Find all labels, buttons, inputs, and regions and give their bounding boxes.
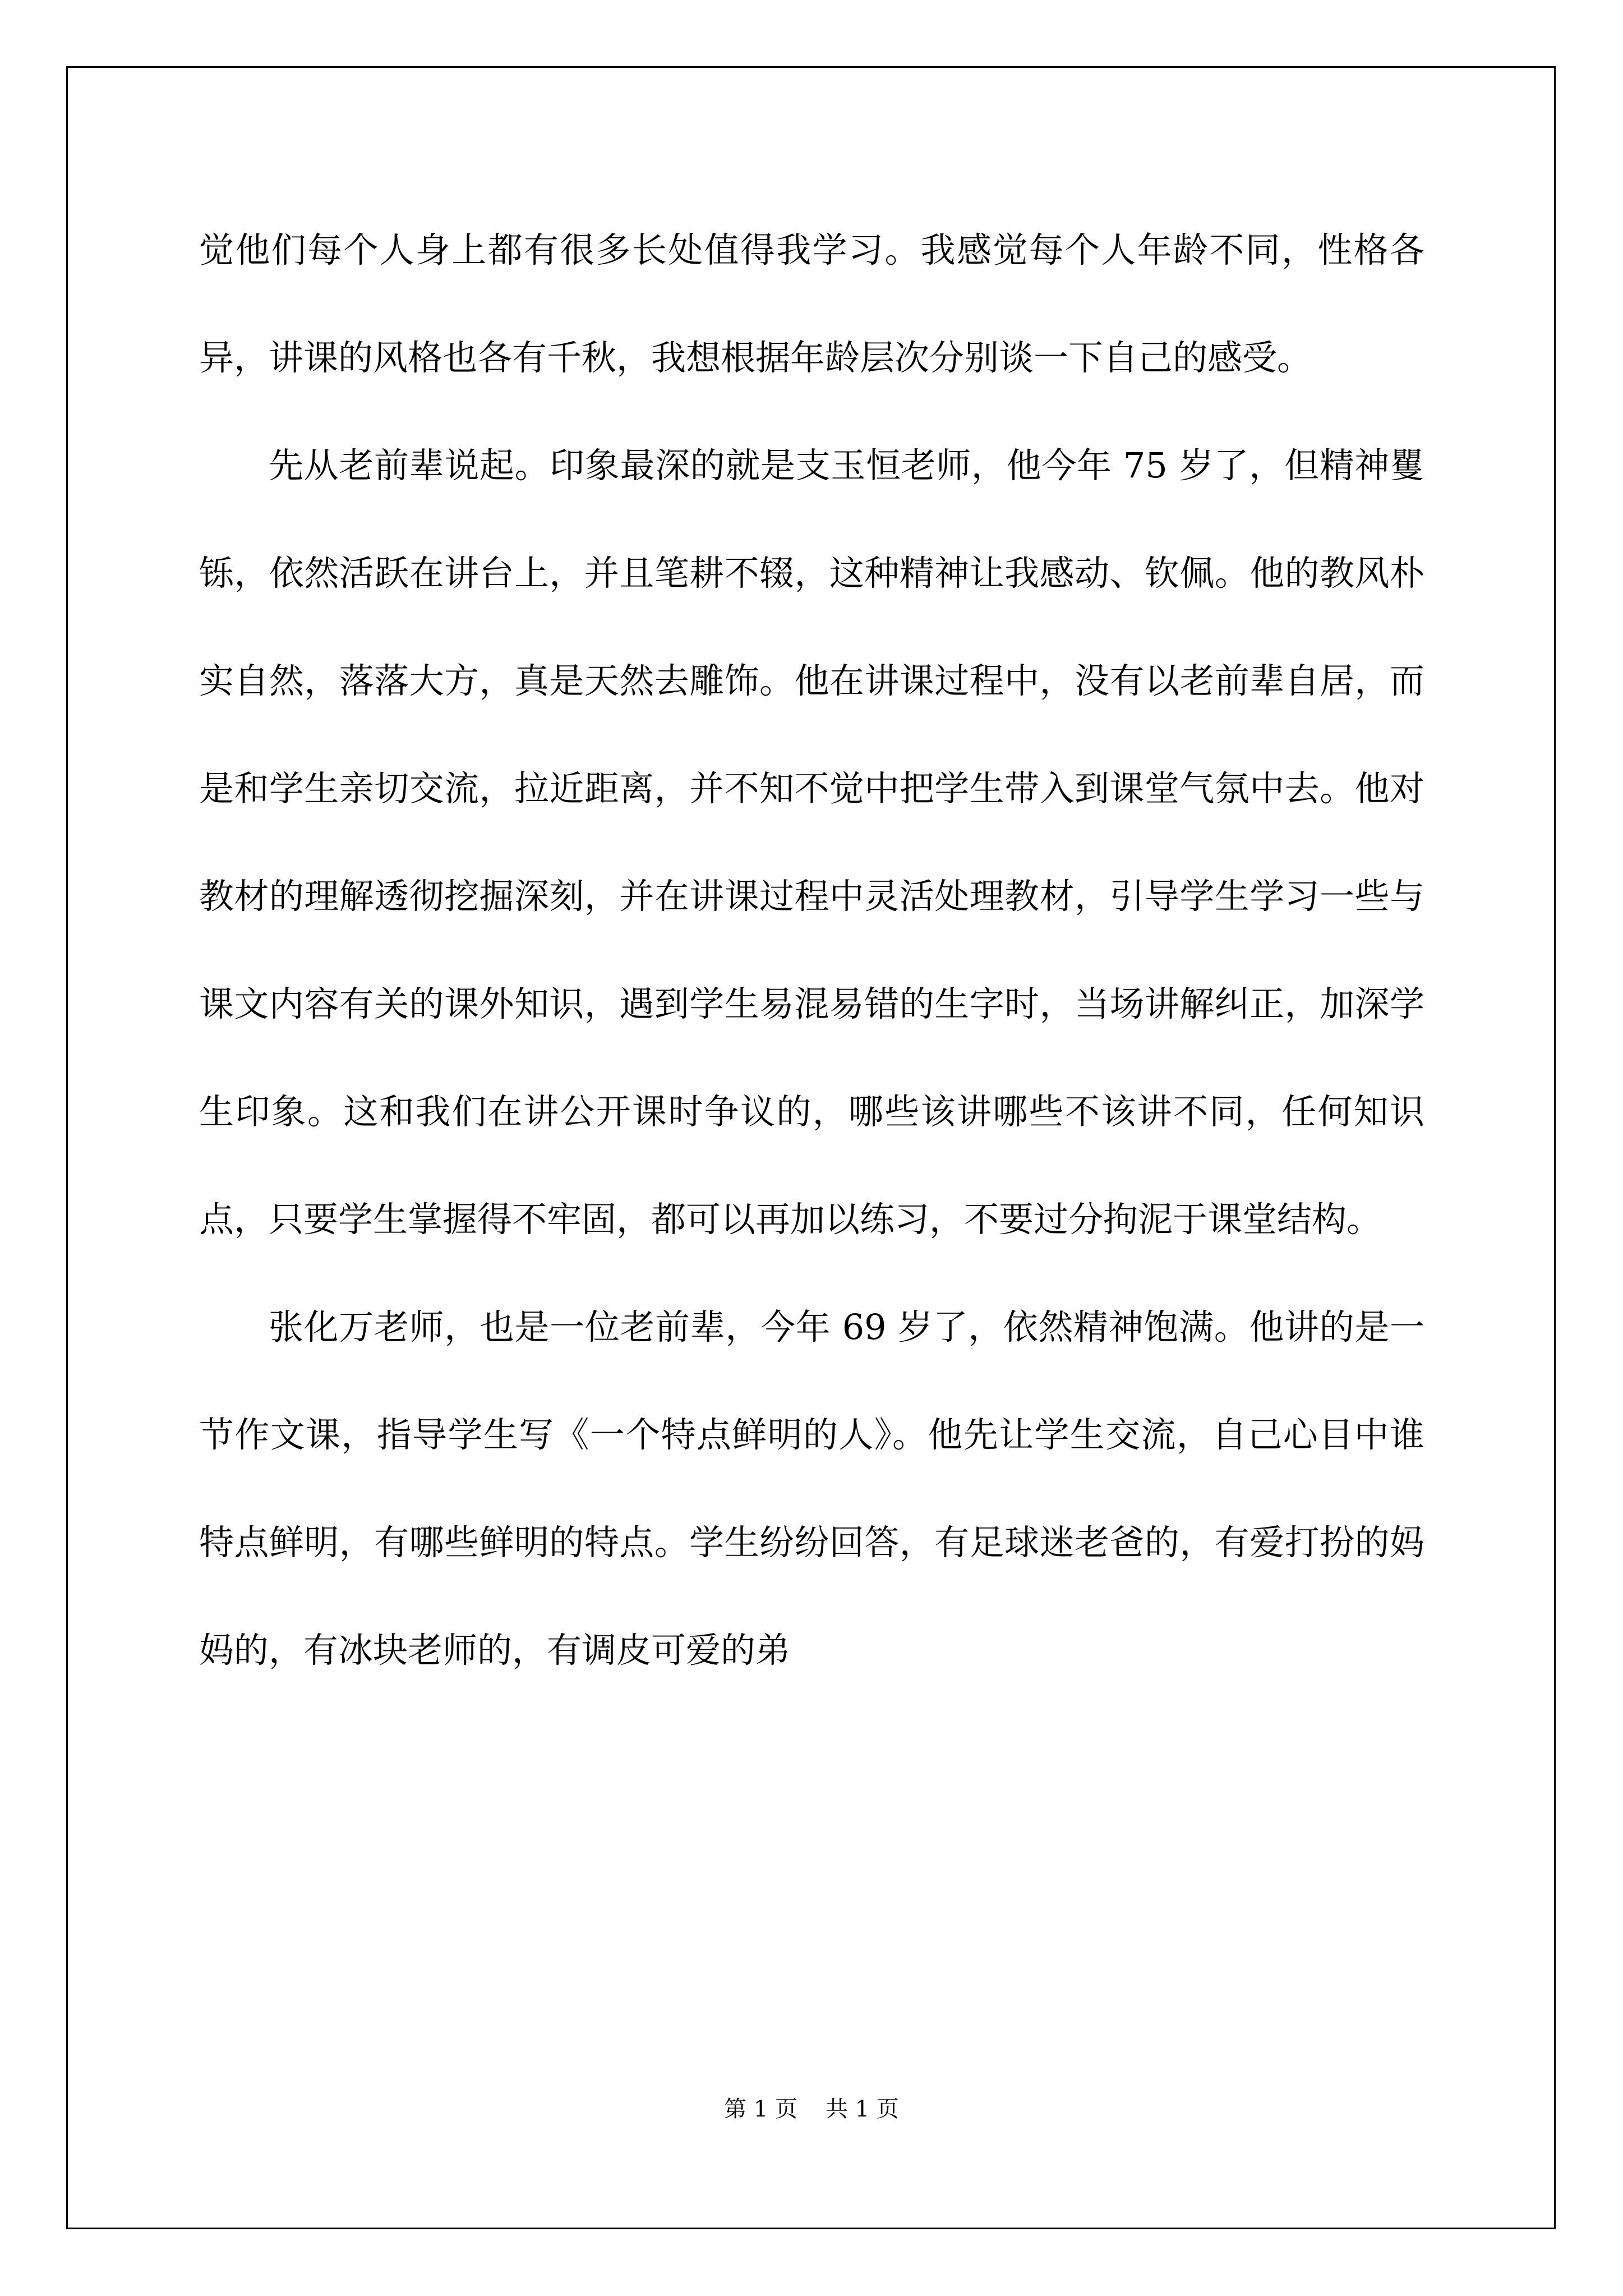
paragraph-zhi-yuheng: 先从老前辈说起。印象最深的就是支玉恒老师，他今年 75 岁了，但精神矍铄，依然活跃在讲台上，并且笔耕不辍，这种精神让我感动、钦佩。他的教风朴实自然，落落大方，真是天然去雕饰。他在讲课过程中，没有以老前辈自居，而是和学生亲切交流，拉近距离，并不知不觉中把学生带入到课堂气氛中去。他对教材的理解透彻挖掘深刻，并在讲课过程中灵活处理教材，引导学生学习一些与课文内容有关的课外知识，遇到学生易混易错的生字时，当场讲解纠正，加深学生印象。这和我们在讲公开课时争议的，哪些该讲哪些不该讲不同，任何知识点，只要学生掌握得不牢固，都可以再加以练习，不要过分拘泥于课堂结构。 xyxy=(199,445,1424,1240)
document-body xyxy=(199,196,1424,1704)
page-footer xyxy=(0,2092,1623,2126)
page-number-total: 共 1 页 xyxy=(826,2096,899,2122)
paragraph-zhang-huawan: 张化万老师，也是一位老前辈，今年 69 岁了，依然精神饱满。他讲的是一节作文课，指导学生写《一个特点鲜明的人》。他先让学生交流，自己心目中谁特点鲜明，有哪些鲜明的特点。学生纷纷回答，有足球迷老爸的，有爱打扮的妈妈的，有冰块老师的，有调皮可爱的弟 xyxy=(199,1306,1424,1671)
paragraph-continuation: 觉他们每个人身上都有很多长处值得我学习。我感觉每个人年龄不同，性格各异，讲课的风格也各有千秋，我想根据年龄层次分别谈一下自己的感受。 xyxy=(199,229,1424,378)
page-number-current: 第 1 页 xyxy=(724,2096,797,2122)
